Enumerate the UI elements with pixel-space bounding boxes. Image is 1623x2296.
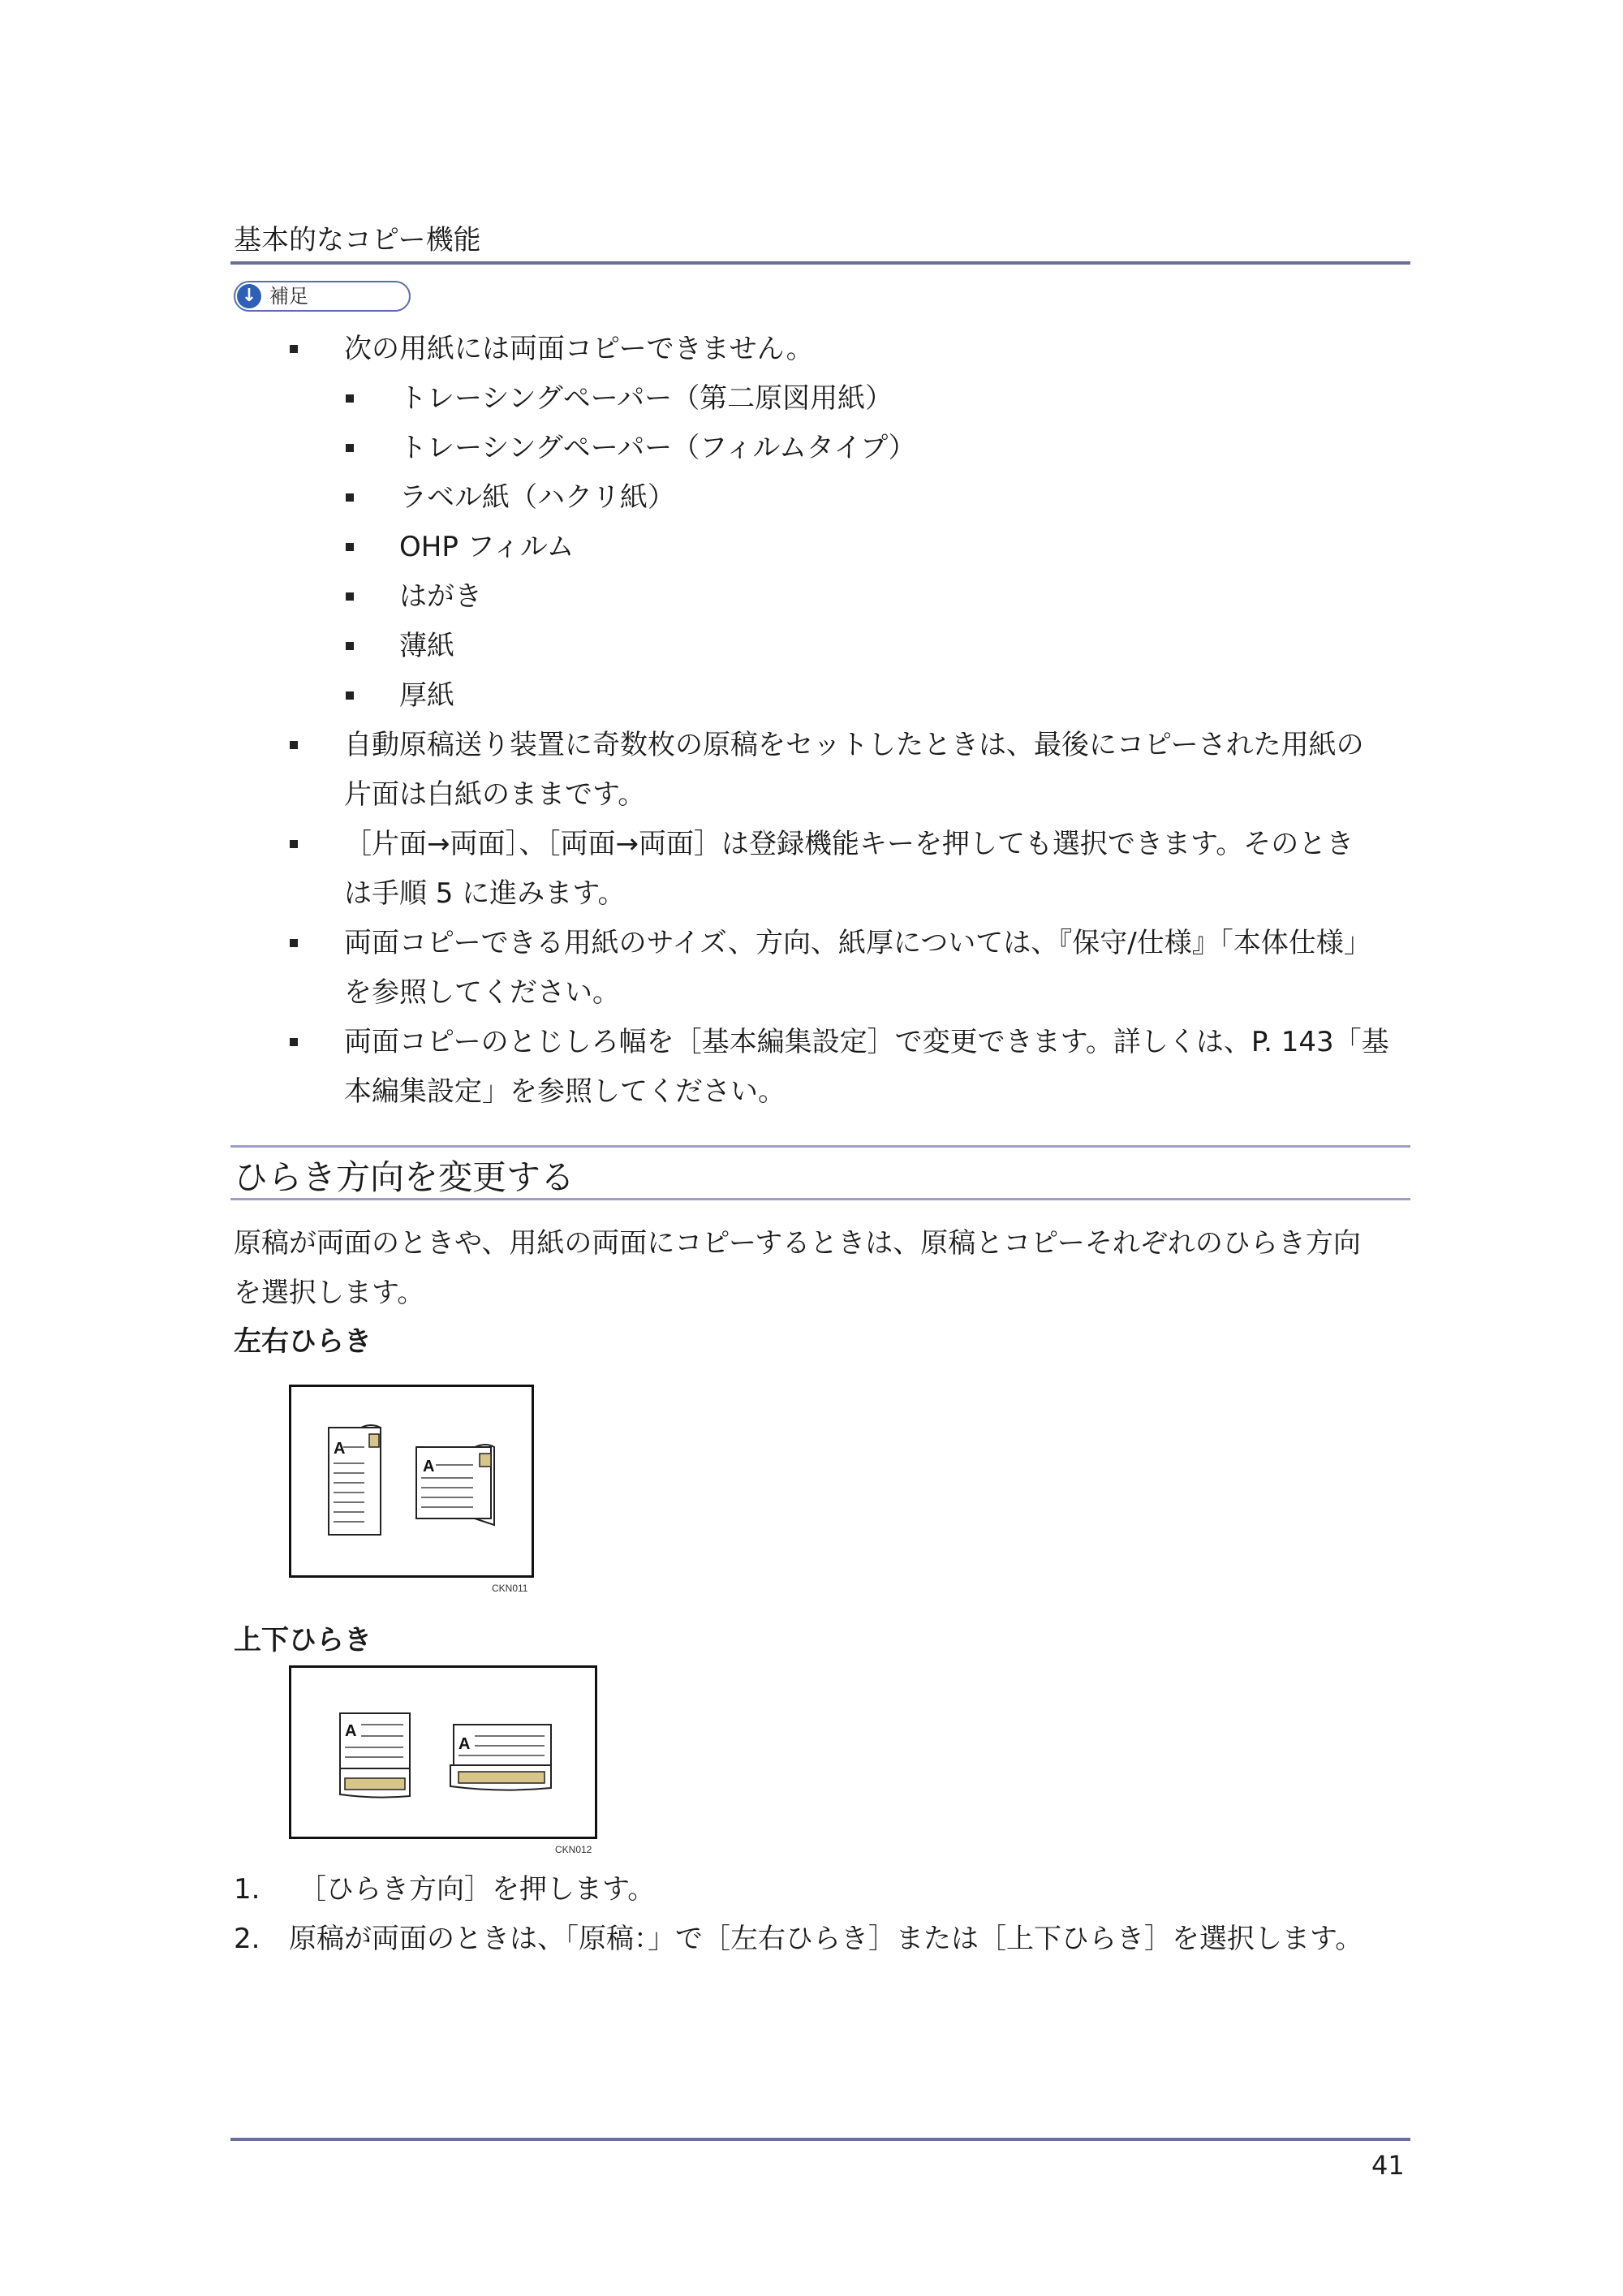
sub-list-item-text: トレーシングペーパー（フィルムタイプ） [399, 432, 916, 464]
sub-list-item-text: トレーシングペーパー（第二原図用紙） [399, 382, 893, 415]
letter-a-right: A [423, 1458, 435, 1475]
header-rule [230, 261, 1410, 265]
tb-binding-illustration [291, 1668, 595, 1837]
step-2 [234, 1915, 1363, 1964]
info-arrow-icon: ↓ [237, 284, 261, 308]
figure-caption-lr: CKN011 [492, 1583, 528, 1594]
intro-line: 原稿が両面のときや、用紙の両面にコピーするときは、原稿とコピーそれぞれのひらき方向 [234, 1227, 1361, 1260]
sub-list-item-text: ラベル紙（ハクリ紙） [399, 481, 675, 514]
list-item-text: を参照してください。 [344, 976, 620, 1009]
bullet-icon [290, 939, 298, 947]
list-item-text: 両面コピーのとじしろ幅を［基本編集設定］で変更できます。詳しくは、P. 143「基 [344, 1026, 1389, 1058]
list-item-text: 両面コピーできる用紙のサイズ、方向、紙厚については、『保守/仕様』「本体仕様」 [344, 927, 1371, 959]
note-badge [234, 281, 411, 312]
list-item-text: 自動原稿送り装置に奇数枚の原稿をセットしたときは、最後にコピーされた用紙の [344, 729, 1364, 761]
list-item-text: 次の用紙には両面コピーできません。 [344, 333, 814, 365]
sub-list-item-text: はがき [399, 580, 482, 613]
bullet-icon [346, 543, 354, 551]
figure-caption-tb: CKN012 [555, 1844, 592, 1855]
figure-top-bottom-binding [289, 1665, 597, 1839]
step-text: 原稿が両面のときは、「原稿：」で［左右ひらき］または［上下ひらき］を選択します。 [289, 1923, 1363, 1955]
figure-title-lr: 左右ひらき [234, 1325, 372, 1358]
bullet-icon [346, 493, 354, 502]
sub-list-item-text: OHP フィルム [399, 531, 575, 563]
letter-a-right: A [458, 1735, 471, 1753]
intro-line: を選択します。 [234, 1277, 425, 1309]
section-heading: ひらき方向を変更する [234, 1157, 575, 1197]
bullet-icon [346, 444, 354, 452]
step-text: ［ひらき方向］を押します。 [299, 1873, 656, 1906]
bullet-icon [290, 840, 298, 848]
figure-title-tb: 上下ひらき [234, 1624, 372, 1656]
bullet-icon [290, 741, 298, 749]
list-item-text: 片面は白紙のままです。 [344, 778, 646, 811]
section-rule-top [230, 1145, 1410, 1148]
bullet-icon [290, 345, 298, 353]
bullet-icon [346, 592, 354, 601]
footer-rule [230, 2138, 1410, 2141]
figure-left-right-binding [289, 1385, 534, 1578]
sub-list-item-text: 厚紙 [399, 679, 454, 712]
bullet-icon [346, 642, 354, 650]
note-label: 補足 [269, 285, 308, 308]
bullet-icon [346, 394, 354, 403]
bullet-icon [346, 691, 354, 700]
list-item-text: 本編集設定」を参照してください。 [344, 1075, 786, 1108]
lr-binding-illustration [291, 1387, 532, 1575]
step-1 [234, 1865, 656, 1915]
sub-list-item-text: 薄紙 [399, 630, 454, 662]
list-item-text: は手順 5 に進みます。 [344, 877, 626, 910]
list-item-text: ［片面→両面］、［両面→両面］は登録機能キーを押しても選択できます。そのとき [344, 828, 1354, 860]
page-number: 41 [1371, 2150, 1405, 2181]
bullet-icon [290, 1038, 298, 1046]
letter-a-left: A [334, 1440, 346, 1458]
step-number: 1. [234, 1873, 260, 1906]
chapter-title: 基本的なコピー機能 [234, 224, 481, 256]
step-number: 2. [234, 1923, 260, 1955]
section-rule-bottom [230, 1198, 1410, 1200]
letter-a-left: A [345, 1722, 357, 1740]
